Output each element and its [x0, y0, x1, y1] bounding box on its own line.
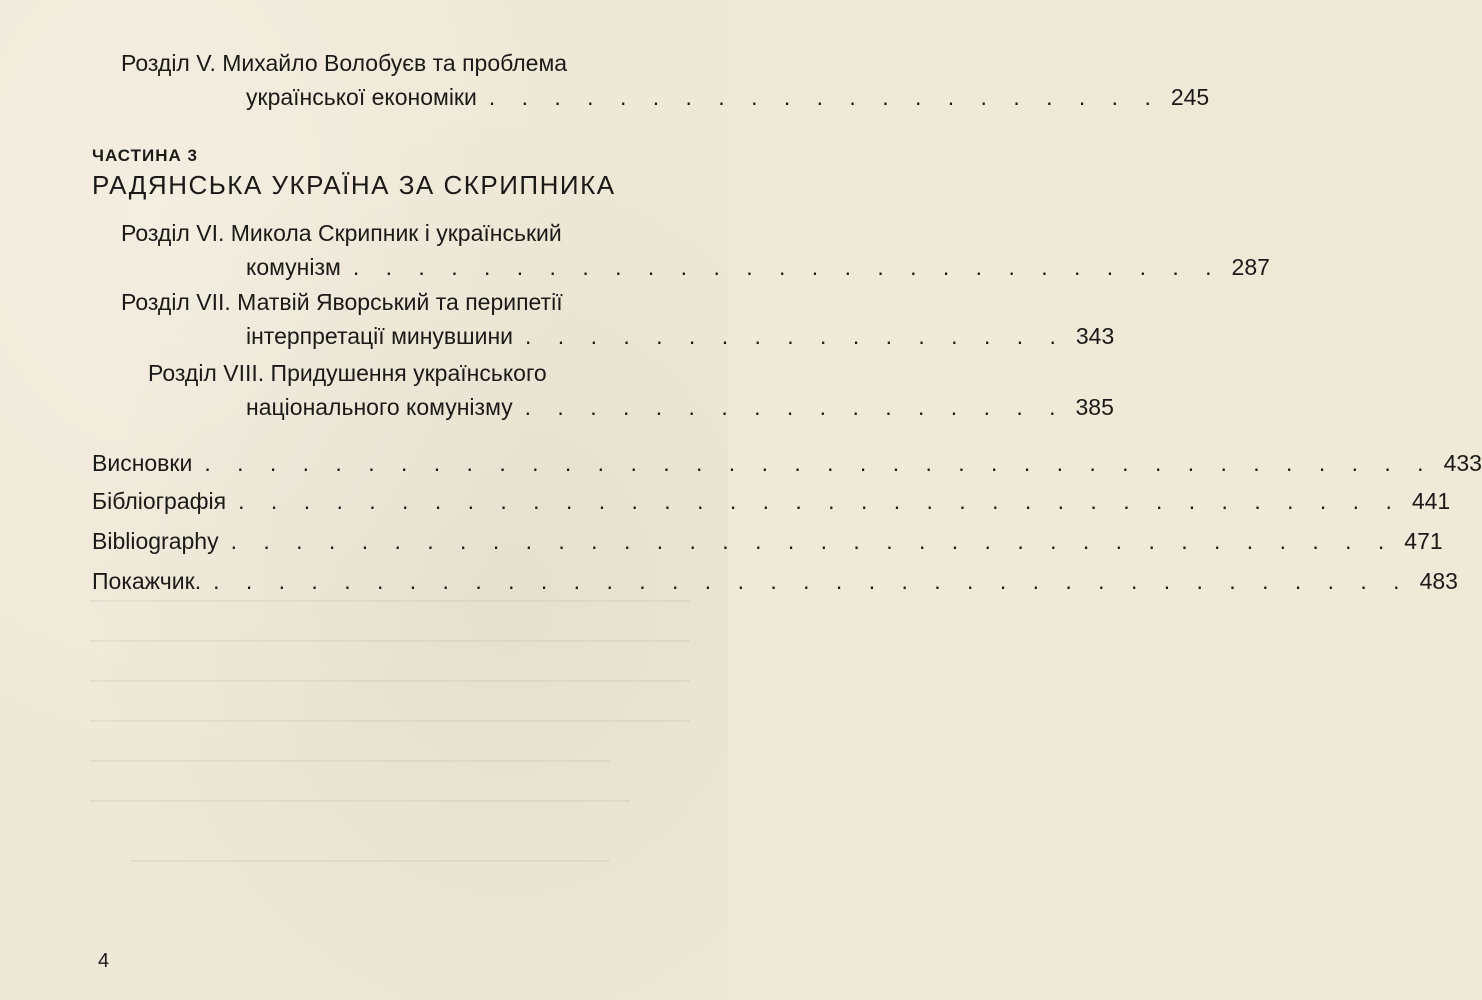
leader-dots: . . . . . . . . . . . . . . . . . . . . . . . . . . . . . . . . . . . . .: [213, 568, 1410, 594]
toc-index-label: Покажчик.: [92, 568, 202, 594]
toc-chapter6-page: 287: [1231, 254, 1270, 280]
leader-dots: . . . . . . . . . . . . . . . . . . . . . . . . . . . . . . . . . . . .: [238, 488, 1402, 514]
toc-chapter8-title-line1: Розділ VIII. Придушення українського: [148, 360, 547, 386]
bleed-through: [90, 640, 690, 642]
bleed-through: [90, 760, 610, 762]
toc-conclusions-page: 433: [1443, 450, 1482, 476]
toc-chapter5-title-line2: української економіки: [246, 84, 477, 110]
toc-chapter5-page: 245: [1170, 84, 1210, 110]
toc-index-page: 483: [1419, 568, 1458, 594]
toc-bibliography-en-page: 471: [1404, 528, 1443, 554]
leader-dots: . . . . . . . . . . . . . . . . . . . . . . . . . . .: [352, 254, 1222, 280]
toc-conclusions-label: Висновки: [92, 450, 193, 476]
toc-chapter8-row: [246, 392, 1114, 422]
toc-chapter7-title-line1: Розділ VII. Матвій Яворський та перипетії: [121, 289, 563, 315]
toc-chapter6-row: [246, 252, 1270, 282]
leader-dots: . . . . . . . . . . . . . . . . . . . . . . . . . . . . . . . . . . . .: [230, 528, 1395, 554]
toc-chapter7-page: 343: [1075, 323, 1115, 349]
toc-chapter5-row: [246, 82, 1210, 112]
toc-chapter8-page: 385: [1075, 394, 1114, 420]
leader-dots: . . . . . . . . . . . . . . . . .: [525, 323, 1066, 349]
page-number: 4: [98, 950, 110, 972]
bleed-through: [90, 720, 690, 722]
toc-chapter6-title-line2: комунізм: [246, 254, 341, 280]
part-label: ЧАСТИНА 3: [92, 146, 198, 165]
toc-bibliography-en-label: Bibliography: [92, 528, 219, 554]
leader-dots: . . . . . . . . . . . . . . . . . . . . .: [488, 84, 1161, 110]
toc-index-row: [92, 566, 1458, 596]
bleed-through: [90, 800, 630, 802]
toc-bibliography-ua-row: [92, 486, 1451, 516]
bleed-through: [90, 600, 690, 602]
leader-dots: . . . . . . . . . . . . . . . . .: [524, 394, 1066, 420]
toc-bibliography-ua-label: Бібліографія: [92, 488, 227, 514]
leader-dots: . . . . . . . . . . . . . . . . . . . . . . . . . . . . . . . . . . . . . .: [204, 450, 1434, 476]
part-title: РАДЯНСЬКА УКРАЇНА ЗА СКРИПНИКА: [92, 170, 616, 200]
bleed-through: [90, 680, 690, 682]
toc-chapter7-row: [246, 321, 1115, 351]
toc-chapter7-title-line2: інтерпретації минувшини: [246, 323, 514, 349]
toc-conclusions-row: [92, 448, 1482, 478]
toc-bibliography-en-row: [92, 526, 1443, 556]
toc-chapter5-title-line1: Розділ V. Михайло Волобуєв та проблема: [121, 50, 568, 76]
toc-chapter6-title-line1: Розділ VI. Микола Скрипник і український: [121, 220, 562, 246]
toc-chapter8-title-line2: національного комунізму: [246, 394, 513, 420]
toc-bibliography-ua-page: 441: [1411, 488, 1451, 514]
bleed-through: [130, 860, 610, 862]
